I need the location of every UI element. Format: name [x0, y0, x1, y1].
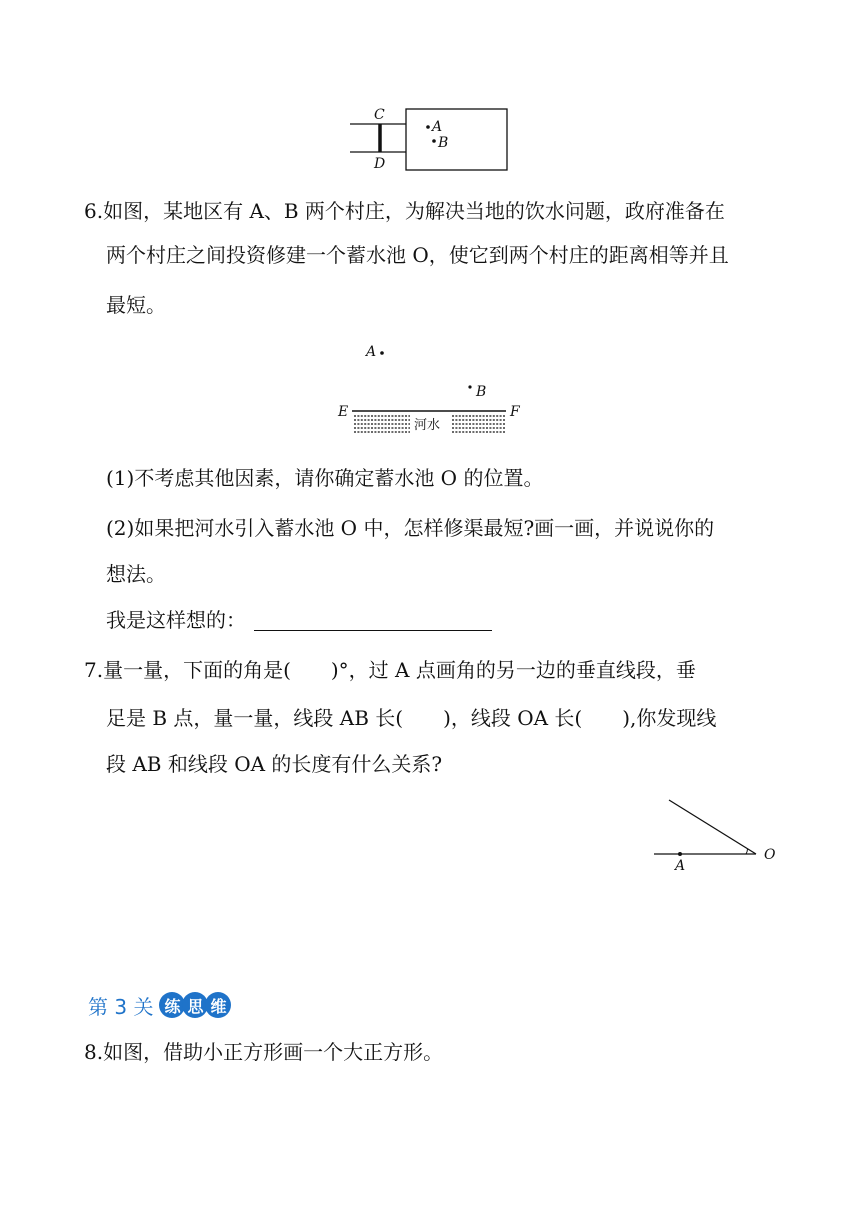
badge-char-2: 思: [182, 992, 208, 1018]
q6-sub-2-line-1: (2)如果把河水引入蓄水池 O 中，怎样修渠最短?画一画，并说说你的: [106, 516, 715, 540]
section-header: [88, 990, 228, 1020]
vertex-o-label: O: [764, 847, 776, 863]
river-label: 河水: [414, 418, 441, 433]
village-a-label: A: [366, 344, 377, 360]
village-b-label: B: [476, 384, 487, 400]
answer-prompt: 我是这样想的：: [106, 608, 246, 632]
q6-sub-1: (1)不考虑其他因素，请你确定蓄水池 O 的位置。: [106, 466, 544, 490]
q6-line-2: 两个村庄之间投资修建一个蓄水池 O，使它到两个村庄的距离相等并且: [106, 243, 729, 267]
point-a-label: A: [675, 858, 686, 874]
label-a: A: [432, 119, 443, 135]
figure-river-villages: [334, 340, 534, 440]
figure-angle: [650, 792, 790, 874]
q6-sub-2-line-2: 想法。: [106, 562, 166, 586]
label-b: B: [438, 135, 449, 151]
badge-char-1: 练: [159, 992, 185, 1018]
answer-blank[interactable]: [254, 610, 492, 631]
q6-answer-line: [106, 606, 492, 634]
q7-line-1: 7.量一量，下面的角是( )°，过 A 点画角的另一边的垂直线段，垂: [84, 658, 696, 682]
point-e-label: E: [338, 404, 349, 420]
q6-line-1: 6.如图，某地区有 A、B 两个村庄，为解决当地的饮水问题，政府准备在: [84, 199, 725, 223]
q7-line-2: 足是 B 点，量一量，线段 AB 长( )，线段 OA 长( ),你发现线: [106, 706, 717, 730]
label-c: C: [374, 107, 385, 123]
figure-room-diagram: [340, 100, 520, 175]
q8-line-1: 8.如图，借助小正方形画一个大正方形。: [84, 1040, 444, 1064]
point-f-label: F: [510, 404, 520, 420]
section-badge: [159, 992, 228, 1018]
label-d: D: [374, 156, 386, 172]
badge-char-3: 维: [205, 992, 231, 1018]
q6-line-3: 最短。: [106, 293, 166, 317]
q7-line-3: 段 AB 和线段 OA 的长度有什么关系?: [106, 752, 443, 776]
section-prefix: 第 3 关: [88, 994, 154, 1019]
